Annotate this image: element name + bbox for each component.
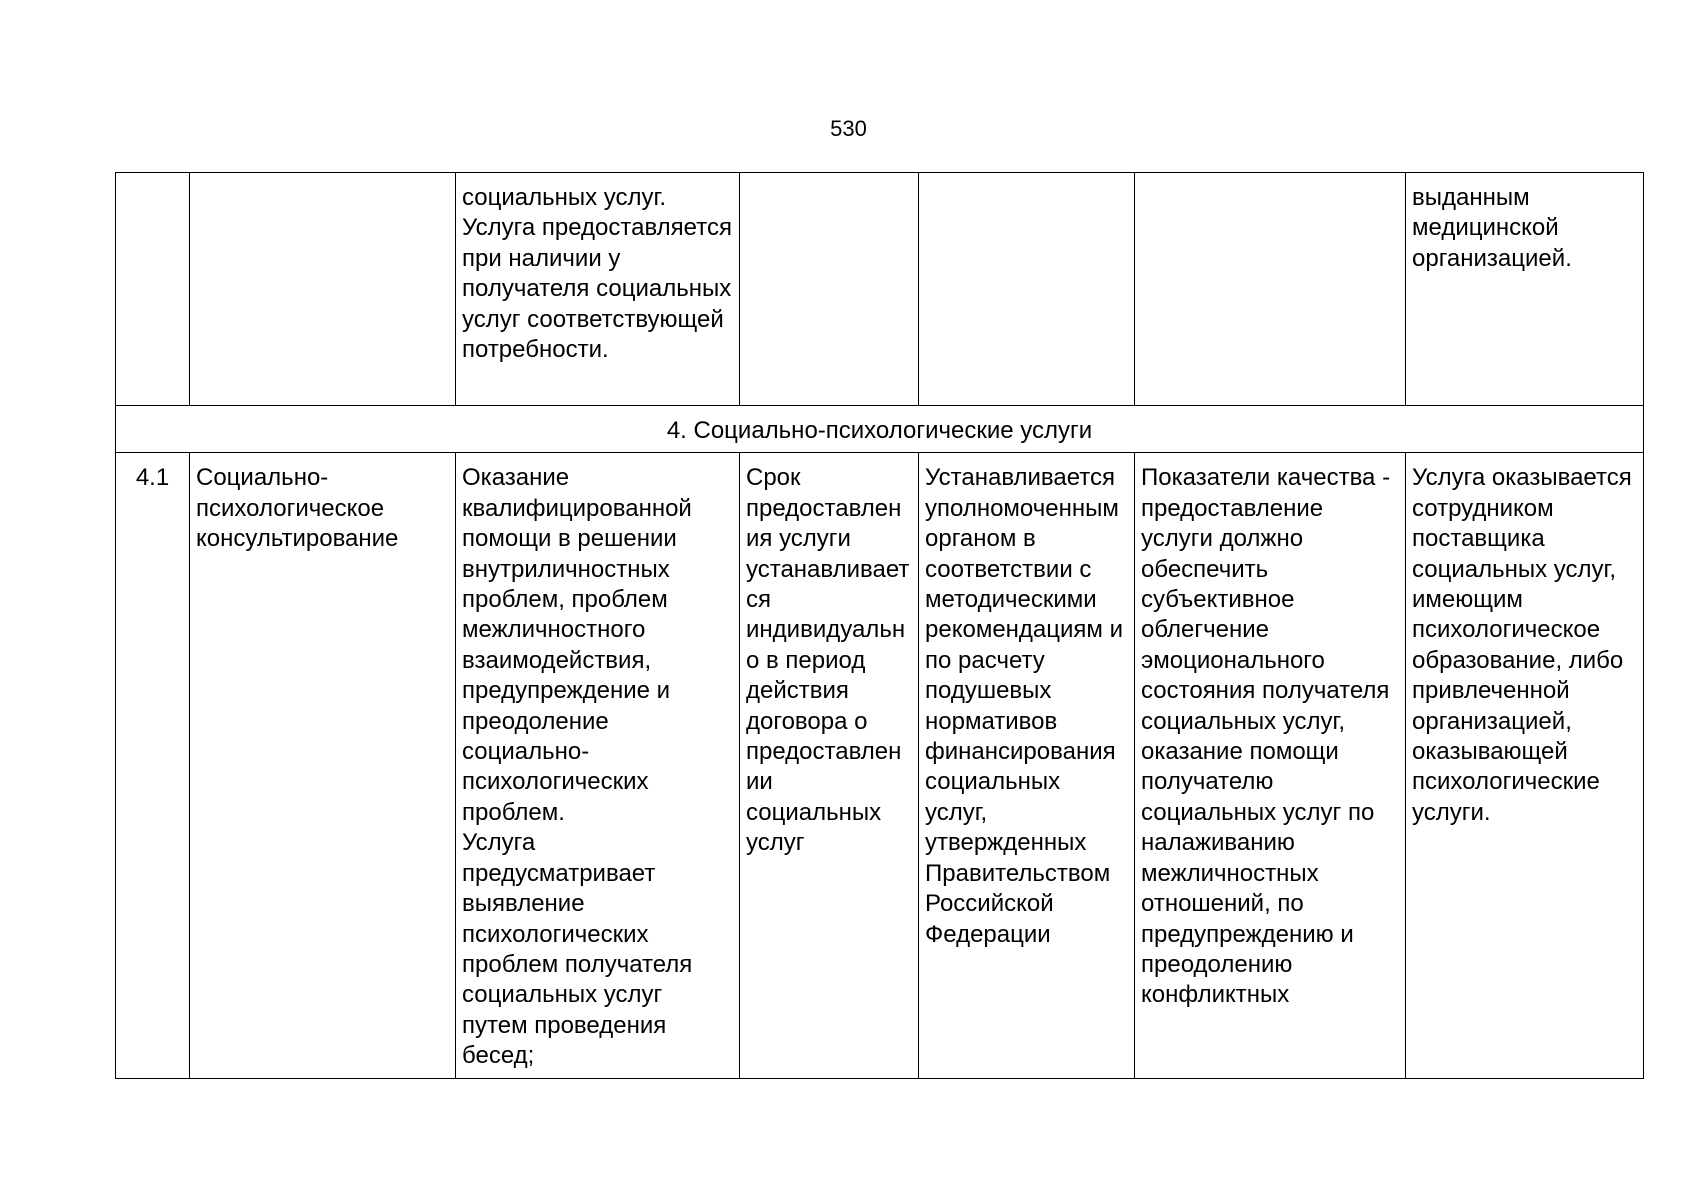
cell-number <box>116 173 190 406</box>
cell-norm <box>919 173 1135 406</box>
description-paragraph: социальных услуг. <box>462 184 667 211</box>
cell-service-name: Социально-психологическое консультирование <box>190 453 456 1078</box>
cell-number: 4.1 <box>116 453 190 1078</box>
description-paragraph: Услуга предоставляется при наличии у получателя социальных услуг соответствующей потребности. <box>462 214 732 364</box>
cell-norm: Устанавливается уполномоченным органом в соответствии с методическими рекомендациям и по расчету подушевых нормативов финансирования социальных услуг, утвержденных Правительством Российской Федерации <box>919 453 1135 1078</box>
table-row-continuation <box>116 173 1644 406</box>
cell-service-name <box>190 173 456 406</box>
page-number: 530 <box>830 116 867 141</box>
table-row-4-1 <box>116 453 1644 1078</box>
cell-conditions: Услуга оказывается сотрудником поставщика социальных услуг, имеющим психологическое образование, либо привлеченной организацией, оказывающей психологические услуги. <box>1406 453 1644 1078</box>
table-section-row <box>116 406 1644 453</box>
cell-term <box>740 173 919 406</box>
cell-service-description <box>456 173 740 406</box>
cell-conditions: выданным медицинской организацией. <box>1406 173 1644 406</box>
cell-quality <box>1135 173 1406 406</box>
services-table <box>115 172 1644 1079</box>
cell-term: Срок предоставления услуги устанавливается индивидуально в период действия договора о предоставлении социальных услуг <box>740 453 919 1078</box>
cell-quality: Показатели качества - предоставление услуги должно обеспечить субъективное облегчение эмоционального состояния получателя социальных услуг, оказание помощи получателю социальных услуг по налаживанию межличностных отношений, по предупреждению и преодолению конфликтных <box>1135 453 1406 1078</box>
description-paragraph: Оказание квалифицированной помощи в решении внутриличностных проблем, проблем межличностного взаимодействия, предупреждение и преодоление социально-психологических проблем. <box>462 464 692 826</box>
section-heading: 4. Социально-психологические услуги <box>116 406 1644 453</box>
description-paragraph: Услуга предусматривает выявление психологических проблем получателя социальных услуг путем проведения бесед; <box>462 829 693 1070</box>
cell-service-description <box>456 453 740 1078</box>
